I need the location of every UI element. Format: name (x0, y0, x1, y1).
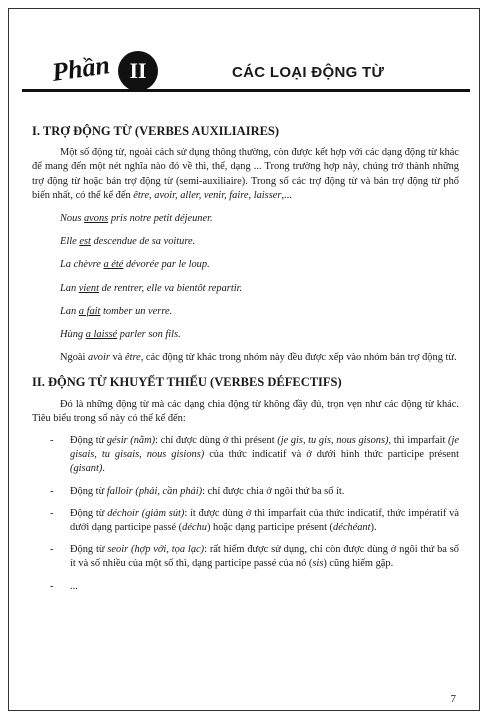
auxiliary-verb: a laissé (85, 329, 118, 341)
section-1-heading: I. TRỢ ĐỘNG TỪ (VERBES AUXILIAIRES) (32, 124, 280, 138)
list-item: - Động từ déchoir (giảm sút): ít được dùng ở thì imparfait của thức indicatif, thức impératif và dưới dạng participe passé (déchu) hoặc dạng participe présent (déchéant). (50, 507, 459, 534)
example-sentence: Hùng a laissé parler son fils. (60, 329, 181, 341)
list-dash: - (50, 485, 54, 497)
list-dash: - (50, 507, 54, 519)
auxiliary-verb: est (79, 236, 91, 248)
example-sentence: Elle est descendue de sa voiture. (60, 236, 196, 248)
page-number: 7 (450, 693, 456, 705)
part-number-circle: II (118, 51, 158, 91)
list-item: - Động từ falloir (phải, cần phải): chỉ được chia ở ngôi thứ ba số ít. (32, 485, 459, 499)
header-rule (22, 89, 470, 92)
auxiliary-verb: a été (103, 259, 124, 271)
list-item: - ... (32, 580, 459, 594)
example-sentence: Lan vient de rentrer, elle va bientôt repartir. (60, 282, 243, 294)
example-sentence: La chèvre a été dévorée par le loup. (60, 259, 210, 271)
defective-verb-list (32, 434, 459, 594)
auxiliary-verb: vient (78, 282, 99, 294)
list-dash: - (50, 544, 54, 556)
list-item: - Động từ seoir (hợp với, tọa lạc): rất hiếm được sử dụng, chỉ còn được dùng ở ngôi thứ ba số ít và số nhiều của một số thì, dạng participe passé của nó (sis) cũng hiếm gặp. (50, 544, 459, 570)
section-2-intro: Đó là những động từ mà các dạng chia động từ không đầy đủ, trọn vẹn như các động từ khác. Tiêu biểu trong số này có thể kể đến: (32, 398, 459, 424)
section-2-heading: II. ĐỘNG TỪ KHUYẾT THIẾU (VERBES DÉFECTIFS) (32, 375, 342, 390)
part-word: Phần (50, 50, 112, 87)
auxiliary-verb: avons (83, 213, 109, 225)
section-1-intro: Một số động từ, ngoài cách sử dụng thông thường, còn được kết hợp với các dạng động từ khác để mang đến một nét nghĩa nào đó về thì, thể, dạng ... Trong trường hợp này, chúng trở thành những trợ động từ hoặc bán trợ động từ (semi-auxiliaire). Trong số các trợ động từ và bán trợ động từ phổ biến nhất, có thể kể đến être, avoir, aller, venir, faire, laisser,... (32, 147, 459, 201)
list-dash: - (50, 435, 54, 447)
example-list (32, 212, 459, 342)
chapter-header (22, 50, 470, 92)
example-sentence: Nous avons pris notre petit déjeuner. (60, 213, 213, 225)
list-item: - Động từ gésir (nằm): chỉ được dùng ở thì présent (je gis, tu gis, nous gisons), thì imparfait (je gisais, tu gisais, nous gisions) của thức indicatif và ở dưới hình thức participe présent (gisant). (50, 435, 459, 475)
example-sentence: Lan a fait tomber un verre. (60, 305, 173, 317)
part-badge (32, 50, 160, 92)
chapter-title: CÁC LOẠI ĐỘNG TỪ (232, 64, 385, 81)
list-dash: - (50, 580, 54, 592)
page-content (32, 124, 459, 602)
section-1-conclusion: Ngoài avoir và être, các động từ khác trong nhóm này đều được xếp vào nhóm bán trợ động từ. (60, 352, 457, 364)
auxiliary-verb: a fait (78, 305, 101, 317)
